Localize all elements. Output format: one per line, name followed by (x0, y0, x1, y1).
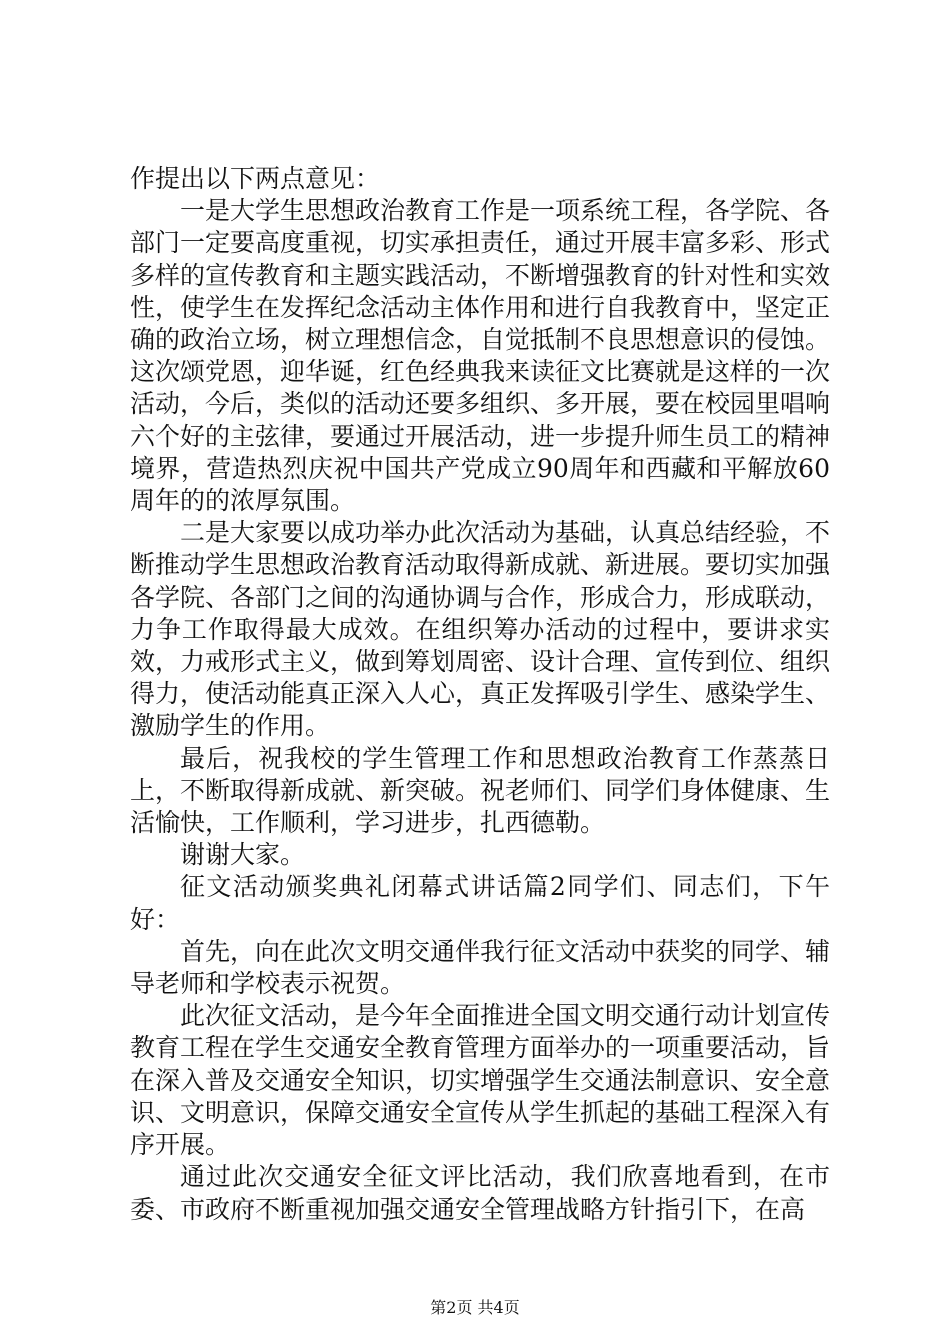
paragraph-continuation: 作提出以下两点意见： (130, 164, 381, 193)
paragraph-speech-2-heading: 征文活动颁奖典礼闭幕式讲话篇2同学们、同志们，下午好： (130, 872, 830, 934)
paragraph-activity-results: 通过此次交通安全征文评比活动，我们欣喜地看到，在市委、市政府不断重视加强交通安全管理战略方针指引下，在高 (130, 1162, 830, 1224)
paragraph-congratulations: 首先，向在此次文明交通伴我行征文活动中获奖的同学、辅导老师和学校表示祝贺。 (130, 936, 831, 999)
paragraph-activity-purpose: 此次征文活动，是今年全面推进全国文明交通行动计划宣传教育工程在学生交通安全教育管理方面举办的一项重要活动，旨在深入普及交通安全知识，切实增强学生交通法制意识、安全意识、文明意识，保障交通安全宣传从学生抓起的基础工程深入有序开展。 (130, 1001, 831, 1160)
paragraph-closing-wishes: 最后，祝我校的学生管理工作和思想政治教育工作蒸蒸日上，不断取得新成就、新突破。祝老师们、同学们身体健康、生活愉快，工作顺利，学习进步，扎西德勒。 (130, 743, 831, 838)
document-body (130, 163, 830, 1226)
page-number-footer: 第2页 共4页 (430, 1298, 520, 1317)
paragraph-thanks: 谢谢大家。 (180, 840, 306, 870)
paragraph-first-point: 一是大学生思想政治教育工作是一项系统工程，各学院、各部门一定要高度重视，切实承担责任，通过开展丰富多彩、形式多样的宣传教育和主题实践活动，不断增强教育的针对性和实效性，使学生在发挥纪念活动主体作用和进行自我教育中，坚定正确的政治立场，树立理想信念，自觉抵制不良思想意识的侵蚀。这次颂党恩，迎华诞，红色经典我来读征文比赛就是这样的一次活动，今后，类似的活动还要多组织、多开展，要在校园里唱响六个好的主弦律，要通过开展活动，进一步提升师生员工的精神境界，营造热烈庆祝中国共产党成立90周年和西藏和平解放60周年的的浓厚氛围。 (130, 196, 831, 516)
paragraph-second-point: 二是大家要以成功举办此次活动为基础，认真总结经验，不断推动学生思想政治教育活动取得新成就、新进展。要切实加强各学院、各部门之间的沟通协调与合作，形成合力，形成联动，力争工作取得最大成效。在组织筹办活动的过程中，要讲求实效，力戒形式主义，做到筹划周密、设计合理、宣传到位、组织得力，使活动能真正深入人心，真正发挥吸引学生、感染学生、激励学生的作用。 (130, 518, 831, 741)
